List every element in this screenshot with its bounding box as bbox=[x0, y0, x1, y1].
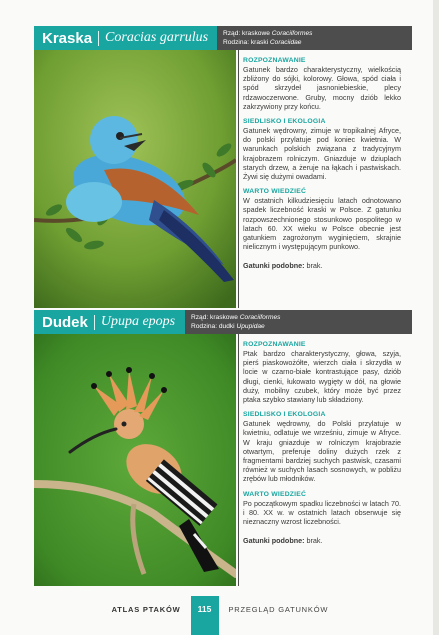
species-name-block bbox=[34, 26, 217, 50]
taxonomy-block bbox=[217, 26, 412, 50]
section-text-facts: Po początkowym spadku liczebności w latach 70. i 80. XX w. w ostatnich latach obserwuje się nieznaczny wzrost liczebności. bbox=[243, 498, 401, 527]
roller-photo bbox=[34, 50, 236, 308]
similar-species: Gatunki podobne: brak. bbox=[243, 261, 323, 271]
section-heading-habitat: SIEDLISKO I EKOLOGIA bbox=[243, 118, 326, 126]
species-name-pl: Dudek bbox=[42, 313, 88, 331]
section-heading-habitat: SIEDLISKO I EKOLOGIA bbox=[243, 411, 326, 419]
species-name-block bbox=[34, 310, 185, 334]
section-text-facts: W ostatnich kilkudziesięciu latach odnotowano spadek liczebność kraski w Polsce. Z gatunku rozpowszechnionego stosunkowo pospolitego w latach 60. XX wieku w Polsce obecnie jest gatunkiem zagrożonym wyginięciem, skrajnie nielicznym i występującym punkowo. bbox=[243, 196, 401, 252]
species-name-latin: Upupa epops bbox=[100, 314, 176, 329]
section-text-identification: Ptak bardzo charakterystyczny, głowa, szyja, pierś piaskowożółte, wierzch ciała i skrzydła w locie w czarno-białe kontrastujące pasy, dziób długi, cienki, łukowato wygięty w dół, na głowie duży, mobilny czubek, który może być przez ptaka szybko stawiany lub składziony. bbox=[243, 349, 401, 405]
section-heading-facts: WARTO WIEDZIEĆ bbox=[243, 490, 307, 498]
title-separator bbox=[94, 315, 95, 330]
section-heading-identification: ROZPOZNAWANIE bbox=[243, 341, 306, 348]
species-name-pl: Kraska bbox=[42, 29, 93, 47]
section-text-habitat: Gatunek wędrowny, do Polski przylatuje w kwietniu, odlatuje we wrześniu, zimuje w Afryce. W kraju gniazduje w rolniczym krajobrazie otwartym, preferuje doliny dużych rzek z fragmentami bardziej suchych pastwisk, czasami również w suchych lasach sosnowych, w pobliżu zrębów lub młodników. bbox=[243, 419, 401, 484]
taxonomy-family: Rodzina: dudki Upupidae bbox=[191, 323, 265, 330]
species-name-latin: Coracias garrulus bbox=[105, 30, 209, 45]
taxonomy-block bbox=[185, 310, 412, 334]
section-text-identification: Gatunek bardzo charakterystyczny, wielkością zbliżony do sójki, kolorowy. Głowa, spód ciała i spód skrzydeł jasnoniebieskie, plecy rdzawoczerwone. Gruby, mocny dziób lekko zakrzywiony przy końcu. bbox=[243, 65, 401, 111]
section-heading-identification: ROZPOZNAWANIE bbox=[243, 57, 306, 64]
species-title-bar bbox=[34, 310, 412, 334]
section-heading-facts: WARTO WIEDZIEĆ bbox=[243, 188, 307, 196]
species-entry-dudek bbox=[34, 310, 401, 588]
species-title-bar bbox=[34, 26, 412, 50]
title-separator bbox=[98, 31, 99, 46]
taxonomy-order: Rząd: kraskowe Coraciiformes bbox=[223, 30, 313, 37]
page-footer bbox=[0, 596, 439, 635]
taxonomy-order: Rząd: kraskowe Coraciiformes bbox=[191, 314, 281, 321]
species-entry-kraska bbox=[34, 26, 401, 309]
book-title: ATLAS PTAKÓW bbox=[111, 605, 181, 614]
page-number: 115 bbox=[191, 596, 219, 635]
chapter-title: PRZEGLĄD GATUNKÓW bbox=[228, 605, 329, 614]
hoopoe-photo bbox=[34, 334, 236, 586]
species-description bbox=[238, 334, 401, 586]
section-text-habitat: Gatunek wędrowny, zimuje w tropikalnej Afryce, do polski przylatuje pod koniec kwietnia. W warunkach polskich związana z tradycyjnym krajobrazem rolniczym. Gniazduje w dziuplach starych drzew, a żeruje na łąkach i pastwiskach. Żywi się dużymi owadami. bbox=[243, 126, 401, 182]
taxonomy-family: Rodzina: kraski Coraciidae bbox=[223, 39, 302, 46]
species-description bbox=[238, 50, 401, 308]
page-edge bbox=[433, 0, 439, 635]
similar-species: Gatunki podobne: brak. bbox=[243, 536, 323, 546]
